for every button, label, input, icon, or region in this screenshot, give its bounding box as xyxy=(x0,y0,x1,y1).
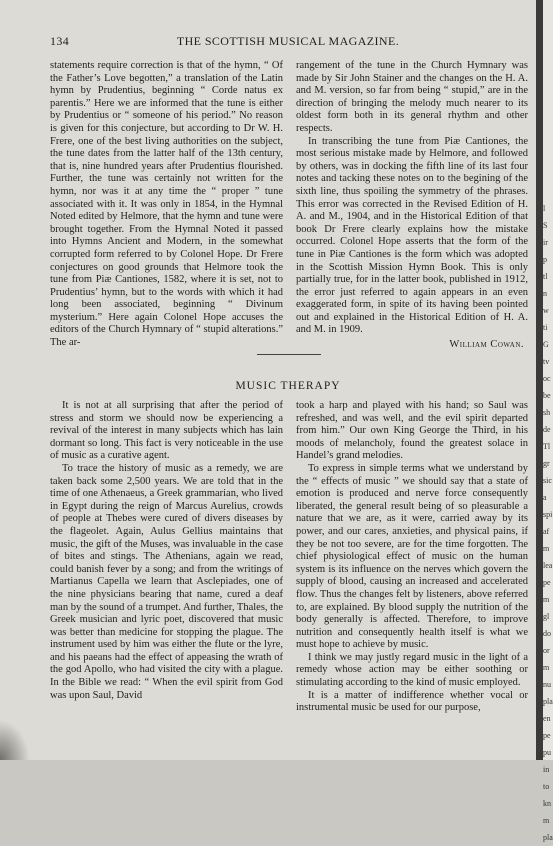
facing-page-fragment: kn xyxy=(543,799,551,808)
facing-page-fragment: pla xyxy=(543,833,553,842)
top-right-column xyxy=(296,60,528,352)
paragraph: In transcribing the tune from Piæ Cantiones, the most serious mistake made by Helmore, and followed by others, was in docking the fifth line of its last four notes and tacking these notes on to the begining of the sixth line, thus spoiling the symmetry of the phrases. This error was corrected in the Revised Edition of H. A. and M., 1904, and in the Historical Edition of that book Dr Frere clearly explains how the mistake occurred. Colonel Hope asserts that the form of the tune in Piæ Cantiones is the form which was adopted in the Scottish Mission Hymn Book. This is only partially true, for in the latter book, published in 1912, the error just referred to again appears in an even exaggerated form, in spite of its having been pointed out and explained in the Historical Edition of H. A. and M. in 1909. xyxy=(296,135,528,336)
facing-page-fragment: tv xyxy=(543,357,550,366)
facing-page-fragment: pu xyxy=(543,748,551,757)
page-number: 134 xyxy=(50,34,70,48)
facing-page-fragment: nu xyxy=(543,680,551,689)
magazine-title: THE SCOTTISH MUSICAL MAGAZINE. xyxy=(176,34,400,48)
facing-page-fragment: G xyxy=(543,340,549,349)
paragraph: statements require correction is that of the hymn, “ Of the Father’s Love begotten,” a translation of the Latin hymn by Prudentius, beginning “ Corde natus ex parentis.” Here we are informed that the tune is either by Prudentius or “ someone of his period.” No reason is given for this conjecture, but according to Dr W. H. Frere, one of the best living authorities on the subject, the tune dates from the latter half of the 13th century, that is, nine hundred years after Prudentius flourished. Further, the tune was certainly not written for the hymn, nor was it at any time the “ proper ” tune associated with it. It was only in 1854, in the Hymnal Noted edited by Helmore, that the hymn and tune were brought together. From the Hymnal Noted it passed into Hymns Ancient and Modern, in the somewhat corrupted form referred to by Colonel Hope. Dr Frere conjectures on good grounds that Helmore took the tune from Piæ Cantiones, 1582, where it is set, not to Prudentius’ hymn, but to the words with which it had long been associated, beginning “ Divinum mysterium.” Here again Colonel Hope accuses the editors of the Church Hymnary of “ stupid alterations.” The ar- xyxy=(50,60,283,349)
facing-page-fragment: pla xyxy=(543,697,553,706)
author-signature: William Cowan. xyxy=(449,339,524,351)
facing-page-fragment: ti xyxy=(543,323,548,332)
paragraph: It is not at all surprising that after the period of stress and storm we should now be experiencing a revival of the interest in many subjects which has lain dormant so long. This fact is very noticeable in the use of music as a curative agent. xyxy=(50,400,283,462)
facing-page-fragment: gr xyxy=(543,459,550,468)
facing-page-fragment: w xyxy=(543,306,549,315)
facing-page-fragment: n xyxy=(543,289,547,298)
facing-page-fragment: Tl xyxy=(543,442,551,451)
page-header xyxy=(50,34,526,50)
facing-page-fragment: m xyxy=(543,663,550,672)
facing-page-fragment: do xyxy=(543,629,551,638)
paragraph: rangement of the tune in the Church Hymnary was made by Sir John Stainer and the changes on the H. A. and M. version, so far from being “ stupid,” are in the direction of bringing the melody much nearer to its oldest form both in its general rhythm and other respects. xyxy=(296,60,528,134)
facing-page-fragment: af xyxy=(543,527,550,536)
facing-page-fragment: a xyxy=(543,493,547,502)
bottom-right-column xyxy=(296,400,528,715)
facing-page-fragment: or xyxy=(543,646,550,655)
facing-page-fragment: pe xyxy=(543,731,551,740)
paragraph: To express in simple terms what we understand by the “ effects of music ” we should say that a state of emotion is produced and nerve force consequently liberated, the general result being of so pleasurable a nature that we are, as it were, carried away by its power, and our cares, anxieties, and physical pains, if they be not too severe, are for the time forgotten. The chief physiological effect of music on the human system is its influence on the nerves which govern the supply of blood, causing an increased and accelerated flow. Thus the changes felt by listeners, above referred to, are explained. By blood supply the nutrition of the body generally is affected. Therefore, to improve nutrition and consequently health itself is what we must hope to achieve by music. xyxy=(296,462,528,651)
paragraph: It is a matter of indifference whether vocal or instrumental music be used for our purpose, xyxy=(296,689,528,714)
facing-page-fragment: to xyxy=(543,782,550,791)
facing-page-fragment: p xyxy=(543,255,547,264)
facing-page-fragment: spi xyxy=(543,510,553,519)
paragraph: To trace the history of music as a remedy, we are taken back some 2,500 years. We are told that in the time of one Athenaeus, a Greek grammarian, who lived in Egypt during the reign of Marcus Aurelius, crowds of people at Thebes were cured of divers diseases by the flageolet. Again, Aulus Gellius maintains that music, the gift of the Muses, was invaluable in the case of bites and stings. The Athenians, again we read, could banish fever by a song; and from the writings of Martianus Capella we learn that Asclepiades, one of the nine physicians bearing that name, cured a deaf man by the sound of a trumpet. And further, Thales, the Greek musician and lyric poet, discovered that music was better than medicine for stopping the plague. The instrument used by him was either the flute or the lyre, and his paeans had the effect of appeasing the wrath of the god Apollo, who had visited the city with a plague. In the Bible we read: “ When the evil spirit from God was upon Saul, David xyxy=(50,462,283,701)
bottom-left-column xyxy=(50,400,283,702)
top-left-column xyxy=(50,60,283,350)
facing-page-edge xyxy=(543,0,553,842)
facing-page-fragment: sh xyxy=(543,408,551,417)
facing-page-fragment: be xyxy=(543,391,551,400)
facing-page-fragment: pe xyxy=(543,578,551,587)
paragraph: I think we may justly regard music in the light of a remedy whose action may be either soothing or stimulating according to the kind of music employed. xyxy=(296,651,528,689)
facing-page-fragment: ir xyxy=(543,238,548,247)
scan-shadow xyxy=(0,720,30,760)
paragraph: took a harp and played with his hand; so Saul was refreshed, and was well, and the evil spirit departed from him.” Our own King George the Third, in his moods of melancholy, found the greatest solace in Handel’s grand melodies. xyxy=(296,400,528,462)
facing-page-fragment: de xyxy=(543,425,551,434)
facing-page-fragment: m xyxy=(543,595,550,604)
section-divider xyxy=(257,354,321,355)
facing-page-fragment: m xyxy=(543,544,550,553)
facing-page-fragment: gl xyxy=(543,612,550,621)
facing-page-fragment: oc xyxy=(543,374,551,383)
facing-page-fragment: m xyxy=(543,816,550,825)
facing-page-fragment: l xyxy=(543,204,546,213)
facing-page-fragment: in xyxy=(543,765,550,774)
facing-page-fragment: en xyxy=(543,714,551,723)
facing-page-fragment: S xyxy=(543,221,548,230)
section-title: MUSIC THERAPY xyxy=(235,380,341,392)
facing-page-fragment: tl xyxy=(543,272,548,281)
facing-page-fragment: sic xyxy=(543,476,552,485)
facing-page-fragment: lea xyxy=(543,561,553,570)
